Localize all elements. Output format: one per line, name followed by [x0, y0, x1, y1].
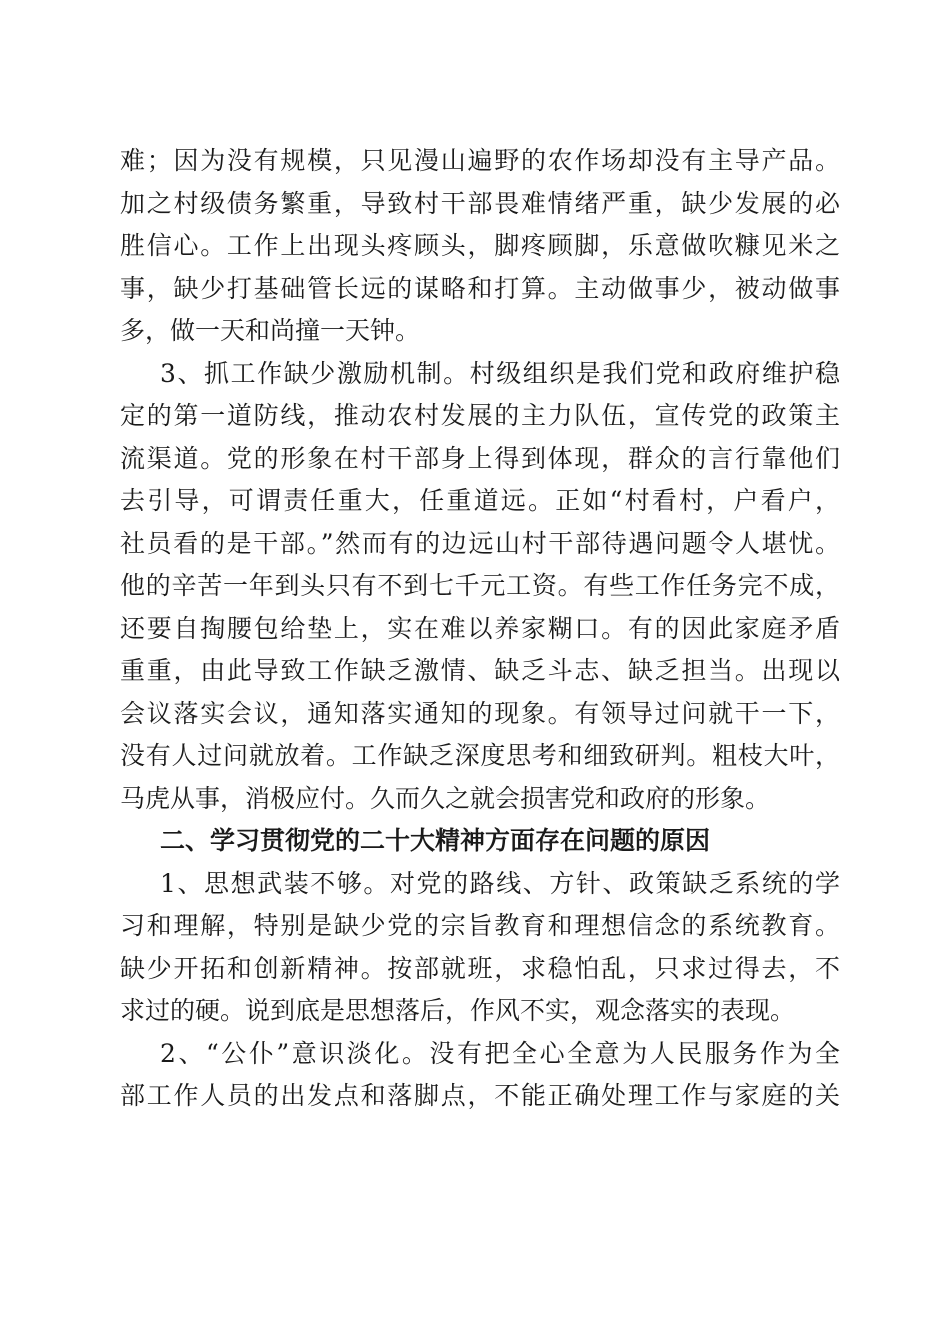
text-line: 没有人过问就放着。工作缺乏深度思考和细致研判。粗枝大叶，: [120, 741, 840, 770]
text-line: 胜信心。工作上出现头疼顾头，脚疼顾脚，乐意做吹糠见米之: [120, 231, 840, 260]
paragraph: [120, 353, 840, 821]
text-line: 会议落实会议，通知落实通知的现象。有领导过问就干一下，: [120, 698, 840, 728]
text-line: 重重，由此导致工作缺乏激情、缺乏斗志、缺乏担当。出现以: [120, 656, 840, 685]
paragraph: [120, 140, 840, 353]
text-line: 还要自掏腰包给垫上，实在难以养家糊口。有的因此家庭矛盾: [120, 613, 840, 643]
text-line: 1、思想武装不够。对党的路线、方针、政策缺乏系统的学: [160, 868, 840, 898]
text-line: 多，做一天和尚撞一天钟。: [120, 316, 421, 345]
text-line: 难；因为没有规模，只见漫山遍野的农作场却没有主导产品。: [120, 146, 840, 175]
text-line: 部工作人员的出发点和落脚点，不能正确处理工作与家庭的关: [120, 1081, 840, 1110]
text-line: 社员看的是干部。”然而有的边远山村干部待遇问题令人堪忧。: [120, 528, 840, 558]
text-line: 马虎从事，消极应付。久而久之就会损害党和政府的形象。: [120, 783, 771, 813]
text-line: 事，缺少打基础管长远的谋略和打算。主动做事少，被动做事: [120, 273, 840, 303]
text-line: 流渠道。党的形象在村干部身上得到体现，群众的言行靠他们: [120, 443, 840, 473]
text-line: 2、“公仆”意识淡化。没有把全心全意为人民服务作为全: [160, 1038, 840, 1068]
paragraph: [120, 863, 840, 1033]
text-line: 加之村级债务繁重，导致村干部畏难情绪严重，缺少发展的必: [120, 188, 840, 218]
text-line: 定的第一道防线，推动农村发展的主力队伍，宣传党的政策主: [120, 401, 840, 430]
text-line: 求过的硬。说到底是思想落后，作风不实，观念落实的表现。: [120, 996, 796, 1025]
text-line: 3、抓工作缺少激励机制。村级组织是我们党和政府维护稳: [160, 358, 840, 388]
text-line: 去引导，可谓责任重大，任重道远。正如“村看村，户看户，: [120, 486, 840, 515]
document-body: [120, 140, 840, 1118]
section-heading: 二、学习贯彻党的二十大精神方面存在问题的原因: [160, 826, 711, 855]
paragraph: [120, 1033, 840, 1118]
text-line: 缺少开拓和创新精神。按部就班，求稳怕乱，只求过得去，不: [120, 953, 840, 983]
text-line: 他的辛苦一年到头只有不到七千元工资。有些工作任务完不成，: [120, 571, 840, 600]
text-line: 习和理解，特别是缺少党的宗旨教育和理想信念的系统教育。: [120, 911, 840, 940]
